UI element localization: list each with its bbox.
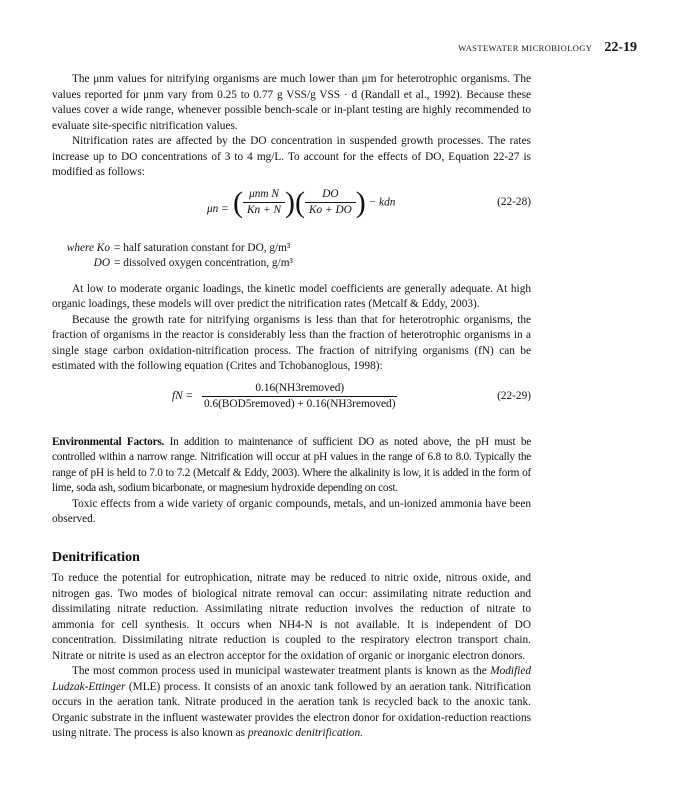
mle-process-name: Modified Ludzak-Ettinger	[52, 665, 532, 693]
eq1-fraction-1: $\frac{\text{μnm N}}{Kn + N}$	[243, 187, 285, 219]
page-number: 22-19	[604, 40, 637, 55]
eq2-numerator: 0.16(NH3removed)	[202, 381, 397, 398]
where-def-do: = dissolved oxygen concentration, g/m³	[114, 257, 293, 269]
paragraph-3: At low to moderate organic loadings, the kinetic model coefficients are generally adequate. At high organic loadings, these models will over predict the nitrification rates (Metcalf & Eddy, 2003).	[52, 282, 531, 310]
eq2-lhs: fN =	[172, 389, 194, 402]
eq2-rhs	[202, 381, 397, 413]
paragraph-1: The μnm values for nitrifying organisms are much lower than μm for heterotrophic organisms. The values reported for μnm vary from 0.25 to 0.77 g VSS/g VSS · d (Randall et al., 1992). Because these values cover a wide range, whenever possible bench-scale or in-plant testing are highly recommended to evaluate site-specific nitrification values.	[52, 73, 531, 132]
paragraph-8: The most common process used in municipal wastewater treatment plants is known as the Modified Ludzak-Ettinger (MLE) process. It consists of an anoxic tank followed by an aeration tank. Nitrification occurs in the aeration tank. Nitrate produced in the aeration tank is recycled back to the anoxic tank. Organic substrate in the influent wastewater provides the electron donor for oxidation-reduction reactions using nitrate. The process is also known as preanoxic denitrification.	[52, 665, 532, 739]
paragraph-5-text: In addition to maintenance of sufficient DO as noted above, the pH must be controlled within a narrow range. Nitrification will occur at pH values in the range of 6.8 to 8.0. Typically the range of pH is held to 7.0 to 7.2 (Metcalf & Eddy, 2003). Where the alkalinity is low, it is added in the form of lime, soda ash, sodium bicarbonate, or magnesium hydroxide depending on cost.	[52, 435, 532, 494]
equation-22-28	[52, 187, 531, 235]
eq2-number: (22-29)	[497, 389, 531, 402]
preanoxic-term: preanoxic denitrification.	[247, 727, 363, 739]
body-text	[52, 72, 531, 742]
eq1-rhs: ( $\frac{\text{μnm N}}{Kn + N}$ )( $\frac{DO}{Ko + DO}$ ) − kdn	[233, 185, 396, 219]
paragraph-4: Because the growth rate for nitrifying organisms is less than that for heterotrophic organisms, the fraction of organisms in the reactor is considerably less than the fraction of heterotrophic organisms in a single stage carbon oxidation-nitrification process. The fraction of nitrifying organisms (fN) can be estimated with the following equation (Crites and Tchobanoglous, 1998):	[52, 313, 531, 372]
paragraph-5	[52, 435, 531, 497]
where-def-ko: = half saturation constant for DO, g/m³	[114, 241, 291, 254]
paragraph-2: Nitrification rates are affected by the DO concentration in suspended growth processes. The rates increase up to DO concentrations of 3 to 4 mg/L. To account for the effects of DO, Equation 22-27 is modified as follows:	[52, 135, 531, 178]
eq1-fraction-2: $\frac{DO}{Ko + DO}$	[305, 187, 356, 219]
eq2-denominator: 0.6(BOD5removed) + 0.16(NH3removed)	[204, 398, 396, 410]
eq1-tail: − kdn	[368, 196, 396, 209]
section-title-denitrification: Denitrification	[52, 549, 140, 565]
where-symbol-ko: where Ko	[66, 241, 110, 254]
where-list	[52, 241, 531, 272]
eq2-fraction	[202, 381, 397, 413]
equation-22-29	[52, 381, 531, 421]
eq1-lhs: μn =	[207, 202, 229, 215]
paragraph-7: To reduce the potential for eutrophication, nitrate may be reduced to nitric oxide, nitrous oxide, and nitrogen gas. Two modes of biological nitrate removal can occur: assimilating nitrate reduction and dissimilating nitrate reduction. Assimilating nitrate reduction involves the reduction of nitrate to ammonia for cell synthesis. It occurs when NH4-N is not available. It is independent of DO concentration. Dissimilating nitrate reduction is coupled to the respiratory electron transport chain. Nitrate or nitrite is used as an electron acceptor for the oxidation of organic or inorganic electron donors.	[52, 572, 531, 662]
environmental-factors-heading: Environmental Factors.	[52, 435, 165, 448]
where-symbol-do: DO	[93, 257, 110, 269]
eq1-number: (22-28)	[497, 195, 531, 208]
paragraph-6: Toxic effects from a wide variety of organic compounds, metals, and un-ionized ammonia have been observed.	[52, 497, 531, 525]
running-head	[458, 40, 637, 56]
running-title: WASTEWATER MICROBIOLOGY	[458, 43, 593, 53]
